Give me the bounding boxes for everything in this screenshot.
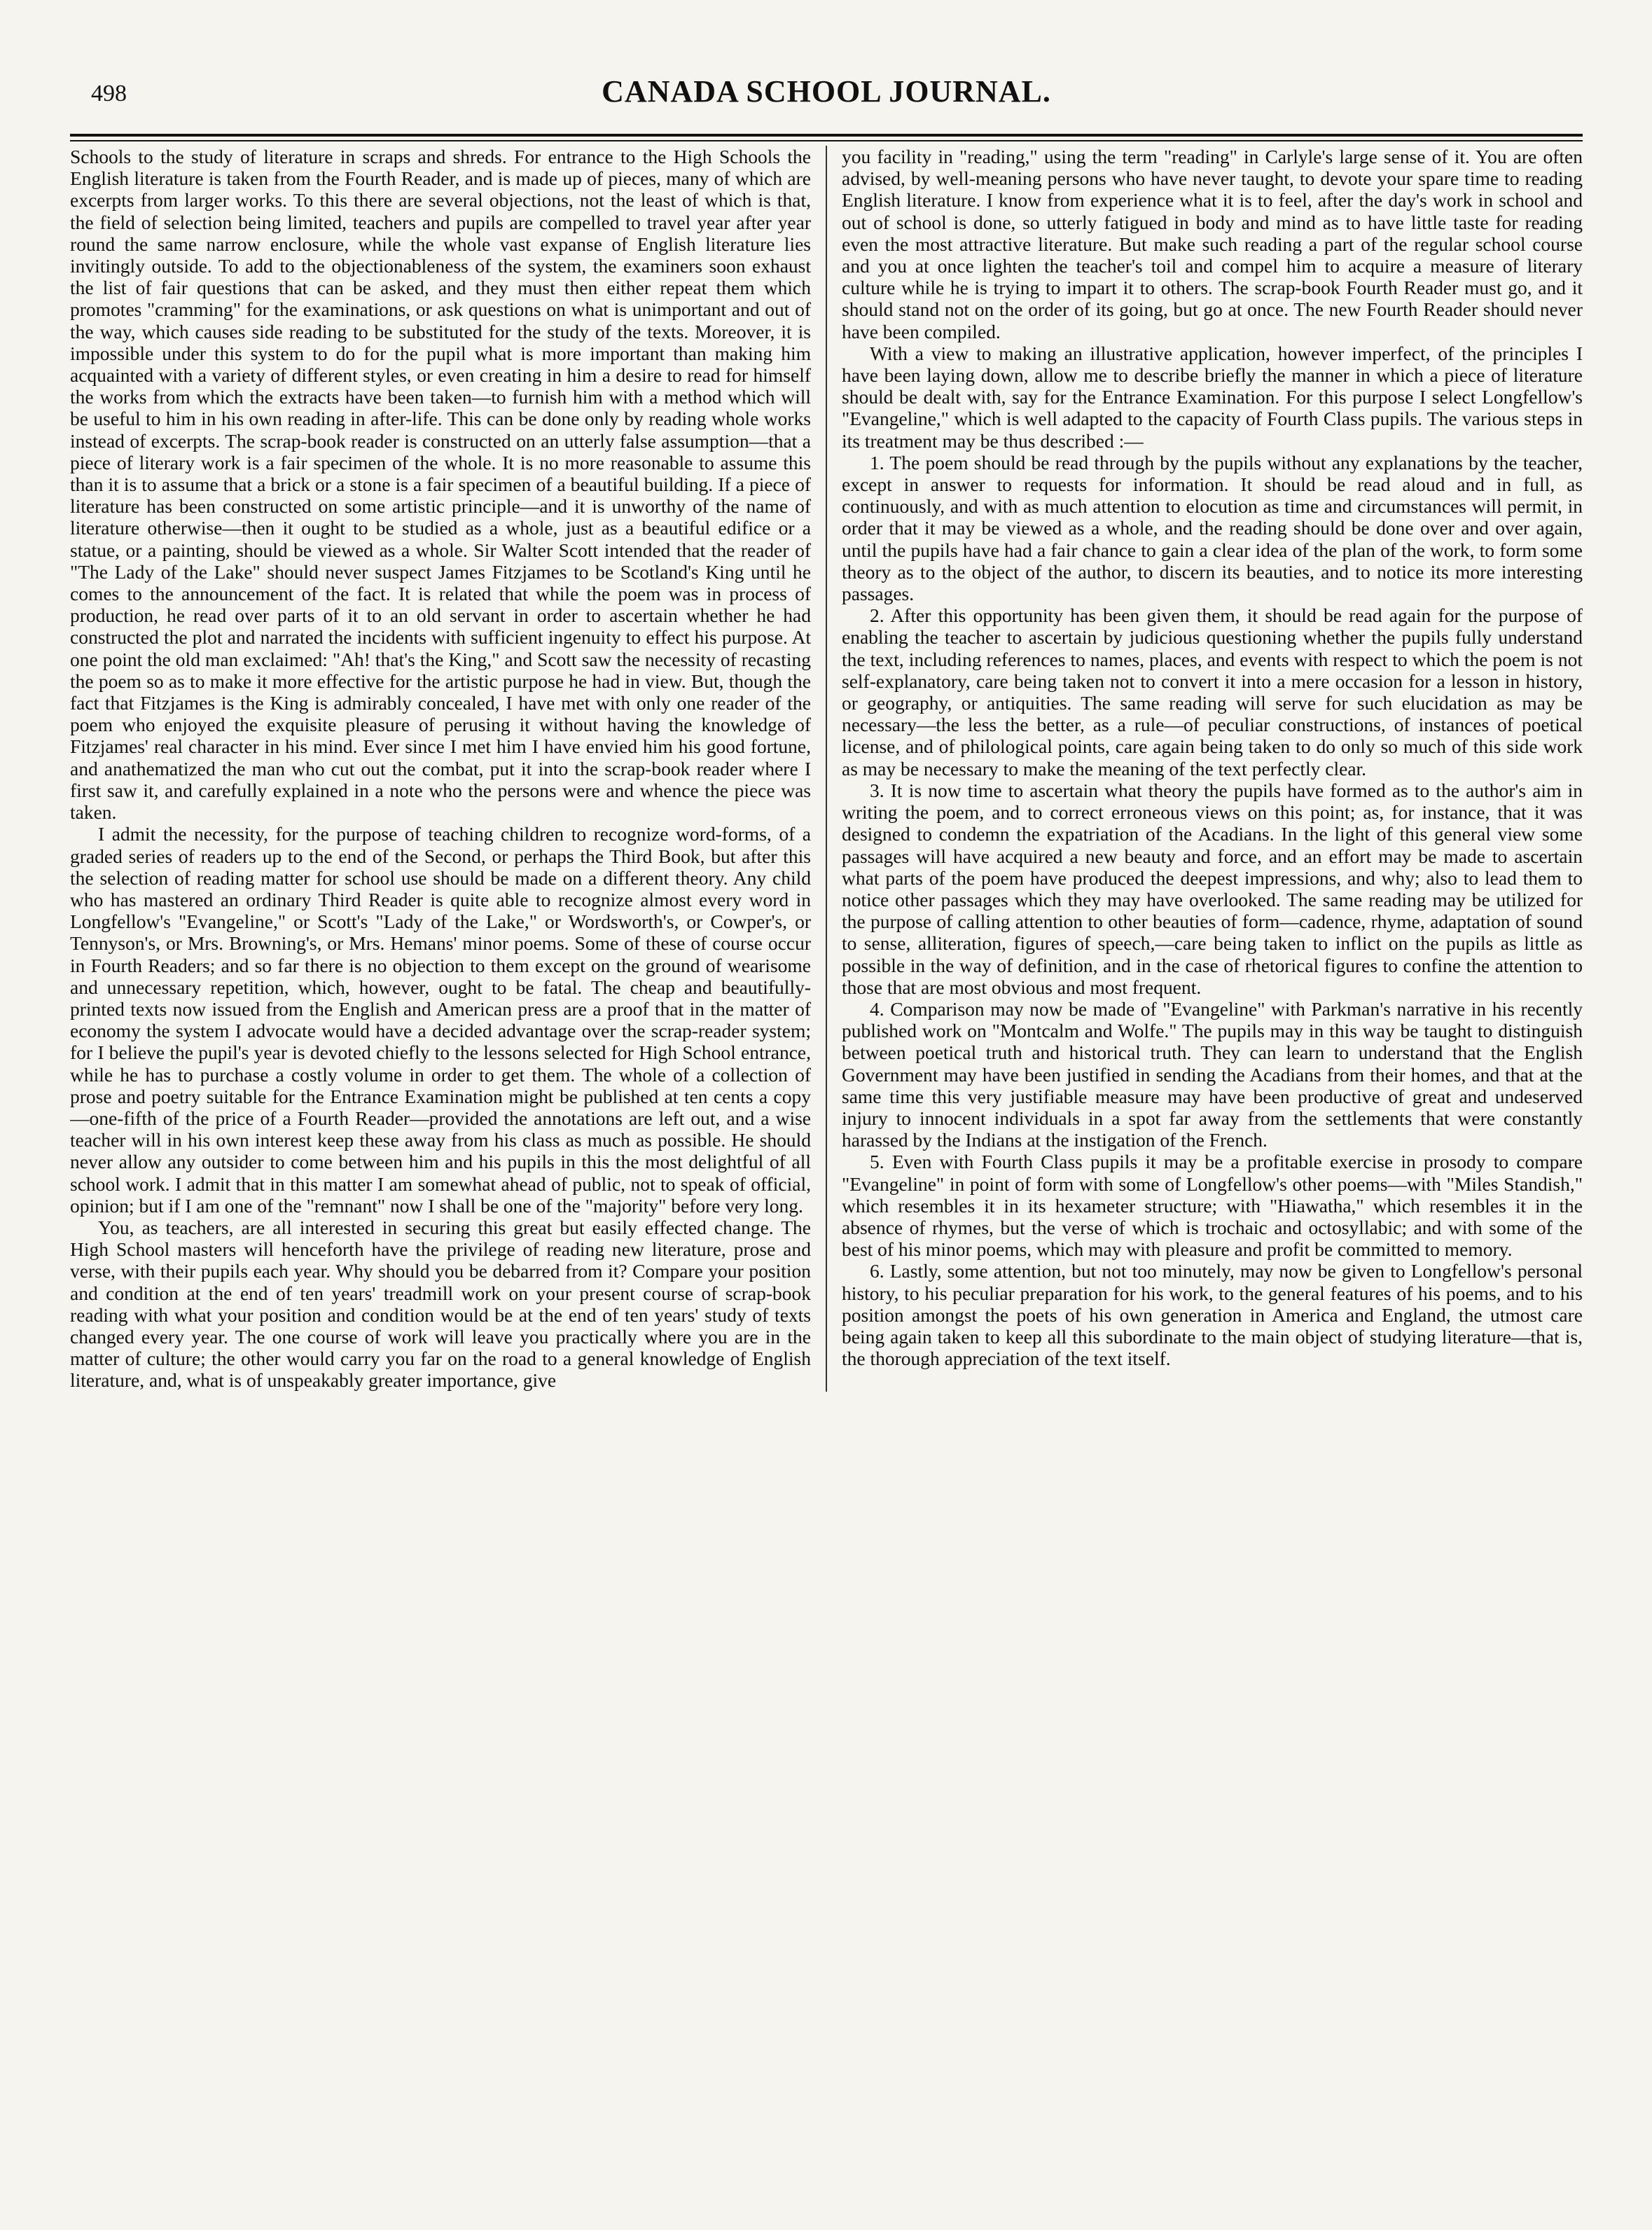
paragraph: 1. The poem should be read through by the pupils without any explanations by the teacher, except in answer to requests for information. It should be read aloud and in full, as continuously, and with as much attention to elocution as time and circumstances will permit, in order that it may be viewed as a whole, and the reading should be done over and over again, until the pupils have had a fair chance to gain a clear idea of the plan of the work, to form some theory as to the object of the author, to discern its beauties, and to notice its more interesting passages.	[842, 451, 1583, 605]
journal-page	[70, 67, 1583, 2203]
paragraph: 4. Comparison may now be made of "Evangeline" with Parkman's narrative in his recently published work on "Montcalm and Wolfe." The pupils may in this way be taught to distinguish between poetical truth and historical truth. They can learn to understand that the English Government may have been justified in sending the Acadians from their homes, and that at the same time this very justifiable measure may have been productive of great and undeserved injury to innocent individuals in a spot far away from the settlements that were constantly harassed by the Indians at the instigation of the French.	[842, 997, 1583, 1151]
right-column	[842, 146, 1583, 1392]
paragraph: you facility in "reading," using the term "reading" in Carlyle's large sense of it. You are often advised, by well-meaning persons who have never taught, to devote your spare time to reading English literature. I know from experience what it is to feel, after the day's work in school and out of school is done, so utterly fatigued in body and mind as to have little taste for reading even the most attractive literature. But make such reading a part of the regular school course and you at once lighten the teacher's toil and compel him to acquire a measure of literary culture while he is trying to impart it to others. The scrap-book Fourth Reader must go, and it should stand not on the order of its going, but go at once. The new Fourth Reader should never have been compiled.	[842, 146, 1583, 342]
page-number: 498	[91, 81, 127, 106]
paragraph: 5. Even with Fourth Class pupils it may be a profitable exercise in prosody to compare "Evangeline" in point of form with some of Longfellow's other poems—with "Miles Standish," which resembles it in its hexameter structure; with "Hiawatha," which resembles it in the absence of rhymes, but the verse of which is trochaic and octosyllabic; and with some of the best of his minor poems, which may with pleasure and profit be committed to memory.	[842, 1151, 1583, 1261]
paragraph: 2. After this opportunity has been given them, it should be read again for the purpose of enabling the teacher to ascertain by judicious questioning whether the pupils fully understand the text, including references to names, places, and events with respect to which the poem is not self-explanatory, care being taken not to convert it into a mere occasion for a lesson in history, or geography, or antiquities. The same reading will serve for such elucidation as may be necessary—the less the better, as a rule—of peculiar constructions, of instances of poetical license, and of philological points, care again being taken to do only so much of this side work as may be necessary to make the meaning of the text perfectly clear.	[842, 604, 1583, 780]
page-header	[70, 67, 1583, 116]
paragraph: 3. It is now time to ascertain what theory the pupils have formed as to the author's aim in writing the poem, and to correct erroneous views on this point; as, for instance, that it was designed to condemn the expatriation of the Acadians. In the light of this general view some passages will have acquired a new beauty and force, and an effort may be made to ascertain what parts of the poem have produced the deepest impressions, and why; also to lead them to notice other passages which they may have overlooked. The same reading may be utilized for the purpose of calling attention to other beauties of form—cadence, rhyme, adaptation of sound to sense, alliteration, figures of speech,—care being taken to inflict on the pupils as little as possible in the way of definition, and in the case of rhetorical figures to confine the attention to those that are most obvious and most frequent.	[842, 779, 1583, 998]
paragraph: I admit the necessity, for the purpose of teaching children to recognize word-forms, of a graded series of readers up to the end of the Second, or perhaps the Third Book, but after this the selection of reading matter for school use should be made on a different theory. Any child who has mastered an ordinary Third Reader is quite able to recognize almost every word in Longfellow's "Evangeline," or Scott's "Lady of the Lake," or Wordsworth's, or Cowper's, or Tennyson's, or Mrs. Browning's, or Mrs. Hemans' minor poems. Some of these of course occur in Fourth Readers; and so far there is no objection to them except on the ground of wearisome and unnecessary repetition, which, however, ought to be fatal. The cheap and beautifully-printed texts now issued from the English and American press are a proof that in the matter of economy the system I advocate would have a decided advantage over the scrap-reader system; for I believe the pupil's year is devoted chiefly to the lessons selected for High School entrance, while he has to purchase a costly volume in order to get them. The whole of a collection of prose and poetry suitable for the Entrance Examination might be published at ten cents a copy—one-fifth of the price of a Fourth Reader—provided the annotations are left out, and a wise teacher will in his own interest keep these away from his class as much as possible. He should never allow any outsider to come between him and his pupils in this the most delightful of all school work. I admit that in this matter I am somewhat ahead of public, not to speak of official, opinion; but if I am one of the "remnant" now I shall be one of the "majority" before very long.	[70, 823, 811, 1217]
paragraph: You, as teachers, are all interested in securing this great but easily effected change. The High School masters will henceforth have the privilege of reading new literature, prose and verse, with their pupils each year. Why should you be debarred from it? Compare your position and condition at the end of ten years' treadmill work on your present course of scrap-book reading with what your position and condition would be at the end of ten years' study of texts changed every year. The one course of work will leave you practically where you are in the matter of culture; the other would carry you far on the road to a general knowledge of English literature, and, what is of unspeakably greater importance, give	[70, 1216, 811, 1392]
left-column	[70, 146, 811, 1392]
paragraph: 6. Lastly, some attention, but not too minutely, may now be given to Longfellow's personal history, to his peculiar preparation for his work, to the general features of his poems, and to his position amongst the poets of his own generation in America and England, the utmost care being again taken to keep all this subordinate to the main object of studying literature—that is, the thorough appreciation of the text itself.	[842, 1260, 1583, 1370]
column-divider	[826, 146, 827, 1392]
header-rule-thick	[70, 134, 1583, 137]
paragraph: With a view to making an illustrative application, however imperfect, of the principles I have been laying down, allow me to describe briefly the manner in which a piece of literature should be dealt with, say for the Entrance Examination. For this purpose I select Longfellow's "Evangeline," which is well adapted to the capacity of Fourth Class pupils. The various steps in its treatment may be thus described :—	[842, 342, 1583, 452]
header-rule-thin	[70, 140, 1583, 141]
paragraph: Schools to the study of literature in scraps and shreds. For entrance to the High Schools the English literature is taken from the Fourth Reader, and is made up of pieces, many of which are excerpts from larger works. To this there are several objections, not the least of which is that, the field of selection being limited, teachers and pupils are compelled to travel year after year round the same narrow enclosure, while the whole vast expanse of English literature lies invitingly outside. To add to the objectionableness of the system, the examiners soon exhaust the list of fair questions that can be asked, and they must then either repeat them which promotes "cramming" for the examinations, or ask questions on what is unimportant and out of the way, which causes side reading to be substituted for the study of the texts. Moreover, it is impossible under this system to do for the pupil what is more important than making him acquainted with a variety of different styles, or even creating in him a desire to read for himself the works from which the extracts have been taken—to furnish him with a method which will be useful to him in his own reading in after-life. This can be done only by reading whole works instead of excerpts. The scrap-book reader is constructed on an utterly false assumption—that a piece of literary work is a fair specimen of the whole. It is no more reasonable to assume this than it is to assume that a brick or a stone is a fair specimen of a beautiful building. If a piece of literature has been constructed on some artistic principle—and it is unworthy of the name of literature otherwise—then it ought to be studied as a whole, just as a beautiful edifice or a statue, or a painting, should be viewed as a whole. Sir Walter Scott intended that the reader of "The Lady of the Lake" should never suspect James Fitzjames to be Scotland's King until he comes to the announcement of the fact. It is related that while the poem was in process of production, he read over parts of it to an old servant in order to ascertain whether he had constructed the plot and narrated the incidents with sufficient ingenuity to effect his purpose. At one point the old man exclaimed: "Ah! that's the King," and Scott saw the necessity of recasting the poem so as to make it more effective for the artistic purpose he had in view. But, though the fact that Fitzjames is the King is admirably concealed, I have met with only one reader of the poem who enjoyed the exquisite pleasure of perusing it without having the knowledge of Fitzjames' real character in his mind. Ever since I met him I have envied him his good fortune, and anathematized the man who cut out the combat, put it into the scrap-book reader where I first saw it, and carefully explained in a note who the persons were and whence the piece was taken.	[70, 146, 811, 824]
article-columns	[70, 146, 1583, 1392]
journal-title: CANADA SCHOOL JOURNAL.	[602, 74, 1051, 109]
